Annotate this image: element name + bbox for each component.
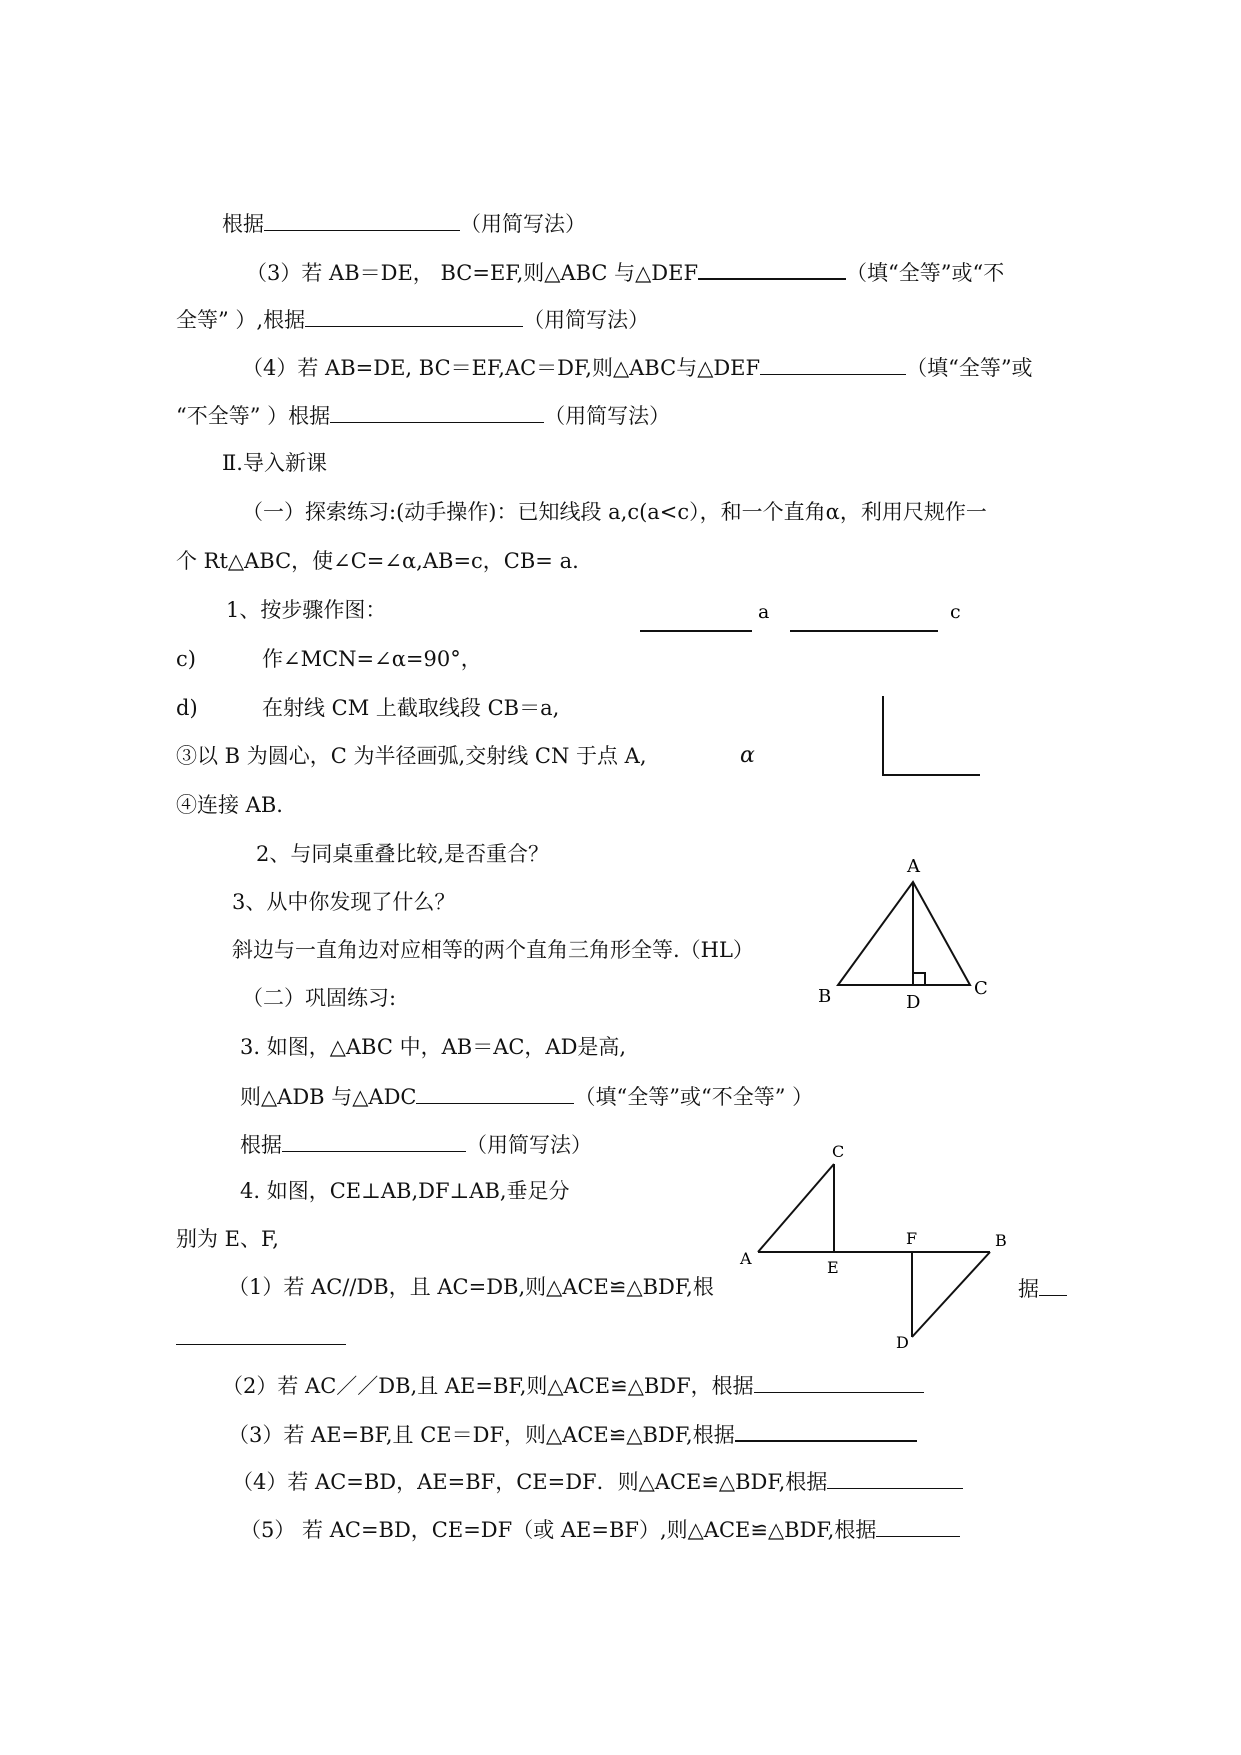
text: （3）若 AB＝DE， BC=EF,则△ABC 与△DEF: [246, 261, 699, 285]
answer-blank[interactable]: [264, 208, 460, 231]
problem-4-2: [222, 1370, 924, 1400]
section-heading: Ⅱ.导入新课: [222, 451, 327, 475]
text: 根据: [222, 212, 264, 236]
question-2: 2、与同桌重叠比较,是否重合？: [256, 842, 550, 866]
exploration-text-cont: 个 Rt△ABC，使∠C=∠α,AB=c，CB= a.: [176, 549, 579, 573]
point-d-label: D: [896, 1333, 909, 1350]
answer-blank[interactable]: [698, 256, 846, 280]
angle-alpha-label: α: [740, 743, 755, 768]
segment-db: [912, 1252, 990, 1337]
problem-4: 4. 如图，CE⊥AB,DF⊥AB,垂足分: [240, 1179, 570, 1203]
answer-blank[interactable]: [1039, 1273, 1067, 1296]
line-q4: [242, 352, 1033, 382]
text: （用简写法）: [466, 1133, 592, 1157]
right-angle-mark: [913, 973, 925, 985]
text: （2）若 AC／／DB,且 AE=BF,则△ACE≌△BDF，根据: [222, 1374, 754, 1398]
text: （填“全等”或“不全等” ）: [574, 1085, 814, 1109]
text: （4）若 AB=DE, BC＝EF,AC＝DF,则△ABC与△DEF: [242, 356, 761, 380]
answer-blank[interactable]: [735, 1418, 917, 1442]
step-text: 作∠MCN=∠α=90°，: [262, 647, 482, 671]
text: （用简写法）: [523, 308, 650, 332]
triangle-abc: [838, 882, 970, 985]
point-f-label: F: [906, 1229, 918, 1248]
problem-4-1-tail: [1018, 1273, 1067, 1303]
vertex-d-label: D: [906, 992, 921, 1013]
text: （5） 若 AC=BD，CE=DF（或 AE=BF）,则△ACE≌△BDF,根据: [240, 1518, 877, 1542]
text: 根据: [240, 1133, 282, 1157]
text: （用简写法）: [460, 212, 586, 236]
text: （填“全等”或“不: [846, 261, 1005, 285]
vertex-b-label: B: [818, 986, 832, 1007]
exploration-text: （一）探索练习:(动手操作)：已知线段 a,c(a<c），和一个直角α，利用尺规作一: [242, 500, 987, 524]
text: 据: [1018, 1277, 1039, 1301]
point-a-label: A: [740, 1249, 752, 1268]
point-b-label: B: [995, 1231, 1007, 1250]
isosceles-triangle-figure: [808, 852, 1008, 1014]
answer-blank[interactable]: [305, 304, 523, 327]
segment-ac: [758, 1164, 834, 1252]
point-e-label: E: [827, 1258, 839, 1277]
text: （用简写法）: [544, 404, 671, 428]
right-angle-figure: [876, 692, 986, 782]
line-q3: [246, 256, 1004, 287]
problem-4-cont: 别为 E、F,: [176, 1227, 279, 1251]
segments-figure: [630, 588, 970, 638]
step-4: ④连接 AB.: [176, 793, 283, 817]
answer-blank[interactable]: [760, 352, 906, 375]
step-3: ③以 B 为圆心，C 为半径画弧,交射线 CN 于点 A,: [176, 744, 647, 768]
hl-theorem: 斜边与一直角边对应相等的两个直角三角形全等.（HL）: [232, 938, 754, 962]
segment-c-label: c: [950, 601, 961, 623]
point-c-label: C: [832, 1142, 845, 1161]
right-angle-lines: [883, 696, 980, 775]
problem-4-1: （1）若 AC//DB，且 AC=DB,则△ACE≌△BDF,根: [228, 1275, 714, 1299]
answer-blank[interactable]: [176, 1344, 346, 1345]
text: （3）若 AE=BF,且 CE＝DF，则△ACE≌△BDF,根据: [228, 1423, 735, 1447]
problem-3-basis: [240, 1129, 592, 1159]
problem-4-figure: [730, 1140, 1010, 1350]
line-q4-cont: [176, 400, 670, 430]
answer-blank[interactable]: [876, 1514, 960, 1537]
question-3: 3、从中你发现了什么？: [232, 890, 456, 914]
text: 则△ADB 与△ADC: [240, 1085, 417, 1109]
practice-heading: （二）巩固练习:: [242, 986, 397, 1010]
line-basis-1: [222, 208, 586, 238]
answer-blank[interactable]: [754, 1370, 924, 1393]
problem-3: 3. 如图，△ABC 中，AB＝AC，AD是高,: [240, 1035, 627, 1059]
vertex-c-label: C: [974, 978, 988, 999]
text: “不全等” ）根据: [176, 404, 331, 428]
vertex-a-label: A: [907, 856, 920, 877]
step-number: d): [176, 696, 198, 720]
problem-4-5: [240, 1514, 960, 1544]
step-c: [176, 645, 482, 673]
answer-blank[interactable]: [282, 1129, 466, 1152]
answer-blank[interactable]: [416, 1081, 574, 1104]
answer-blank[interactable]: [827, 1466, 963, 1489]
answer-blank[interactable]: [330, 400, 544, 423]
text: （4）若 AC=BD，AE=BF，CE=DF．则△ACE≌△BDF,根据: [232, 1470, 828, 1494]
problem-3-q: [240, 1081, 813, 1111]
step-heading: 1、按步骤作图：: [226, 598, 387, 622]
text: （填“全等”或: [906, 356, 1033, 380]
text: 全等” ）,根据: [176, 308, 306, 332]
step-number: c): [176, 647, 196, 671]
step-d: [176, 694, 560, 722]
problem-4-4: [232, 1466, 963, 1496]
segment-a-label: a: [758, 601, 770, 623]
step-text: 在射线 CM 上截取线段 CB＝a,: [262, 696, 560, 720]
line-q3-cont: [176, 304, 649, 334]
problem-4-3: [228, 1418, 917, 1449]
